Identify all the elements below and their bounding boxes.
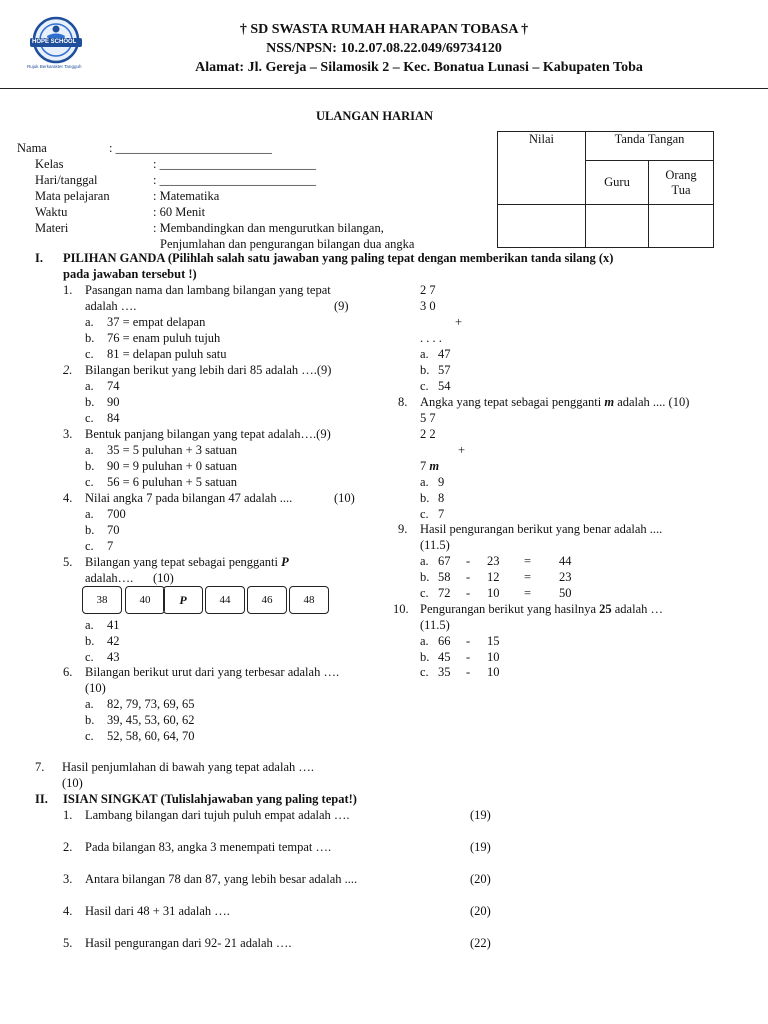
number-box-5: 46 xyxy=(247,586,287,614)
q9-a-minuend[interactable]: 67 xyxy=(438,554,451,568)
tua-label: Tua xyxy=(671,182,691,197)
q3-option-b-label: b. xyxy=(85,459,95,473)
number-box-p: P xyxy=(163,586,203,614)
q10-text xyxy=(420,602,663,617)
q6-number: 6. xyxy=(63,665,73,679)
q9-option-a-label: a. xyxy=(420,554,429,568)
q1-option-c-label: c. xyxy=(85,347,94,361)
q5-variable: P xyxy=(281,555,289,569)
q10-number: 10. xyxy=(393,602,409,616)
isian-4-text: Hasil dari 48 + 31 adalah …. xyxy=(85,904,230,918)
isian-5-text: Hasil pengurangan dari 92- 21 adalah …. xyxy=(85,936,292,950)
q9-b-result[interactable]: 23 xyxy=(559,570,572,584)
q2-option-a[interactable]: 74 xyxy=(107,379,120,393)
q9-a-result[interactable]: 44 xyxy=(559,554,572,568)
identity-label-waktu: Waktu xyxy=(35,205,68,219)
q2-option-a-label: a. xyxy=(85,379,94,393)
q6-option-a[interactable]: 82, 79, 73, 69, 65 xyxy=(107,697,195,711)
q9-b-minuend[interactable]: 58 xyxy=(438,570,451,584)
q1-text: Pasangan nama dan lambang bilangan yang tepat xyxy=(85,283,331,297)
q8-addend-1: 5 7 xyxy=(420,411,436,425)
identity-value-hari: : _________________________ xyxy=(153,173,316,187)
q7-addend-2: 3 0 xyxy=(420,299,436,313)
q7-number: 7. xyxy=(35,760,45,774)
q9-b-subtrahend[interactable]: 12 xyxy=(487,570,500,584)
guru-signature-cell[interactable] xyxy=(586,205,649,248)
isian-1-number: 1. xyxy=(63,808,73,822)
q7-option-a[interactable]: 47 xyxy=(438,347,451,361)
q5-text xyxy=(85,555,289,570)
identity-label-hari: Hari/tanggal xyxy=(35,173,98,187)
section2-number: II. xyxy=(35,792,48,806)
q10-b-subtrahend[interactable]: 10 xyxy=(487,650,500,664)
q8-number: 8. xyxy=(398,395,408,409)
isian-5-score: (22) xyxy=(470,936,491,950)
q9-c-minuend[interactable]: 72 xyxy=(438,586,451,600)
q7-option-b[interactable]: 57 xyxy=(438,363,451,377)
identity-value-nama: : _________________________ xyxy=(109,141,272,155)
identity-value-materi-2: Penjumlahan dan pengurangan bilangan dua angka xyxy=(160,237,415,251)
isian-1-text: Lambang bilangan dari tujuh puluh empat adalah …. xyxy=(85,808,350,822)
q8-text-main: Angka yang tepat sebagai pengganti xyxy=(420,395,602,409)
section1-title-2: pada jawaban tersebut !) xyxy=(63,267,197,281)
isian-4-score: (20) xyxy=(470,904,491,918)
q8-option-c[interactable]: 7 xyxy=(438,507,445,521)
q10-text-rest: adalah … xyxy=(614,602,663,616)
logo-text: HOPE SCHOOL xyxy=(32,39,77,45)
q3-number: 3. xyxy=(63,427,73,441)
q10-option-b-label: b. xyxy=(420,650,430,664)
q10-a-subtrahend[interactable]: 15 xyxy=(487,634,500,648)
section1-number: I. xyxy=(35,251,43,265)
tanda-tangan-header: Tanda Tangan xyxy=(586,132,714,161)
q4-option-c-label: c. xyxy=(85,539,94,553)
q8-result-number: 7 xyxy=(420,459,427,473)
q3-option-a[interactable]: 35 = 5 puluhan + 3 satuan xyxy=(107,443,238,457)
q9-c-result[interactable]: 50 xyxy=(559,586,572,600)
identity-value-mapel: : Matematika xyxy=(153,189,220,203)
identity-label-kelas: Kelas xyxy=(35,157,64,171)
q5-score: (10) xyxy=(153,571,174,585)
signature-table xyxy=(497,131,714,248)
q9-b-minus: - xyxy=(466,570,471,584)
q7-text: Hasil penjumlahan di bawah yang tepat adalah …. xyxy=(62,760,315,774)
orang-tua-header xyxy=(649,161,714,205)
q4-option-a-label: a. xyxy=(85,507,94,521)
q9-a-minus: - xyxy=(466,554,471,568)
identity-label-nama: Nama xyxy=(17,141,47,155)
q8-addend-2: 2 2 xyxy=(420,427,436,441)
isian-3-number: 3. xyxy=(63,872,73,886)
q5-option-c[interactable]: 43 xyxy=(107,650,120,664)
q7-option-c[interactable]: 54 xyxy=(438,379,451,393)
q6-option-c-label: c. xyxy=(85,729,94,743)
q10-c-minus: - xyxy=(466,665,471,679)
q2-text: Bilangan berikut yang lebih dari 85 adalah ….(9) xyxy=(85,363,332,377)
q9-a-subtrahend[interactable]: 23 xyxy=(487,554,500,568)
q8-text xyxy=(420,395,689,410)
identity-value-materi: : Membandingkan dan mengurutkan bilangan, xyxy=(153,221,384,235)
q7-result-dots: . . . . xyxy=(420,331,442,345)
q3-option-a-label: a. xyxy=(85,443,94,457)
q9-c-equals: = xyxy=(524,586,532,600)
q8-option-a[interactable]: 9 xyxy=(438,475,445,489)
q4-number: 4. xyxy=(63,491,73,505)
q10-c-subtrahend[interactable]: 10 xyxy=(487,665,500,679)
number-box-4: 44 xyxy=(205,586,245,614)
q1-option-c[interactable]: 81 = delapan puluh satu xyxy=(107,347,227,361)
q2-option-c[interactable]: 84 xyxy=(107,411,120,425)
isian-3-score: (20) xyxy=(470,872,491,886)
section2-title: ISIAN SINGKAT (Tulislahjawaban yang paling tepat!) xyxy=(63,792,357,806)
q9-score: (11.5) xyxy=(420,538,450,552)
q7-option-b-label: b. xyxy=(420,363,430,377)
q7-option-c-label: c. xyxy=(420,379,429,393)
q5-option-c-label: c. xyxy=(85,650,94,664)
q6-option-c[interactable]: 52, 58, 60, 64, 70 xyxy=(107,729,195,743)
q8-option-a-label: a. xyxy=(420,475,429,489)
q8-variable: m xyxy=(604,395,615,409)
q7-plus-sign: + xyxy=(455,315,463,329)
q10-option-c-label: c. xyxy=(420,665,429,679)
q7-score: (10) xyxy=(62,776,83,790)
identity-value-kelas: : _________________________ xyxy=(153,157,316,171)
orang-tua-signature-cell[interactable] xyxy=(649,205,714,248)
q6-option-b[interactable]: 39, 45, 53, 60, 62 xyxy=(107,713,195,727)
identity-label-mapel: Mata pelajaran xyxy=(35,189,110,203)
q4-option-c[interactable]: 7 xyxy=(107,539,114,553)
q8-text-rest: adalah .... (10) xyxy=(617,395,690,409)
number-box-1: 38 xyxy=(82,586,122,614)
q5-option-b-label: b. xyxy=(85,634,95,648)
nilai-cell[interactable] xyxy=(498,205,586,248)
school-npsn: NSS/NPSN: 10.2.07.08.22.049/69734120 xyxy=(266,41,502,56)
q4-option-b[interactable]: 70 xyxy=(107,523,120,537)
q1-score: (9) xyxy=(334,299,349,313)
q2-option-b-label: b. xyxy=(85,395,95,409)
q6-text: Bilangan berikut urut dari yang terbesar adalah …. xyxy=(85,665,340,679)
q5-text-2: adalah…. xyxy=(85,571,134,585)
identity-label-materi: Materi xyxy=(35,221,69,235)
q9-a-equals: = xyxy=(524,554,532,568)
identity-value-waktu: : 60 Menit xyxy=(153,205,206,219)
isian-4-number: 4. xyxy=(63,904,73,918)
q10-c-minuend[interactable]: 35 xyxy=(438,665,451,679)
isian-3-text: Antara bilangan 78 dan 87, yang lebih besar adalah .... xyxy=(85,872,358,886)
q5-option-b[interactable]: 42 xyxy=(107,634,120,648)
header-rule xyxy=(0,88,768,89)
q10-score: (11.5) xyxy=(420,618,450,632)
q8-option-b[interactable]: 8 xyxy=(438,491,445,505)
q10-b-minuend[interactable]: 45 xyxy=(438,650,451,664)
q9-option-b-label: b. xyxy=(420,570,430,584)
q8-plus-sign: + xyxy=(458,443,466,457)
school-name: † SD SWASTA RUMAH HARAPAN TOBASA † xyxy=(239,22,529,37)
q6-score: (10) xyxy=(85,681,106,695)
q8-result-variable: m xyxy=(429,459,440,473)
q9-number: 9. xyxy=(398,522,408,536)
number-box-6: 48 xyxy=(289,586,329,614)
q2-option-c-label: c. xyxy=(85,411,94,425)
q10-text-main: Pengurangan berikut yang hasilnya xyxy=(420,602,596,616)
q3-option-b[interactable]: 90 = 9 puluhan + 0 satuan xyxy=(107,459,238,473)
q5-number: 5. xyxy=(63,555,73,569)
section1-title: PILIHAN GANDA (Pilihlah salah satu jawaban yang paling tepat dengan memberikan tanda silang (x) xyxy=(63,251,614,265)
q7-addend-1: 2 7 xyxy=(420,283,436,297)
q6-option-a-label: a. xyxy=(85,697,94,711)
q4-text: Nilai angka 7 pada bilangan 47 adalah .... xyxy=(85,491,293,505)
q8-option-c-label: c. xyxy=(420,507,429,521)
q1-option-a-label: a. xyxy=(85,315,94,329)
isian-5-number: 5. xyxy=(63,936,73,950)
q2-option-b[interactable]: 90 xyxy=(107,395,120,409)
q9-c-minus: - xyxy=(466,586,471,600)
q10-option-a-label: a. xyxy=(420,634,429,648)
q9-b-equals: = xyxy=(524,570,532,584)
q5-option-a[interactable]: 41 xyxy=(107,618,120,632)
q4-option-b-label: b. xyxy=(85,523,95,537)
q4-score: (10) xyxy=(334,491,355,505)
q1-number: 1. xyxy=(63,283,73,297)
q10-target-number: 25 xyxy=(599,602,612,616)
q7-option-a-label: a. xyxy=(420,347,429,361)
isian-2-text: Pada bilangan 83, angka 3 menempati tempat …. xyxy=(85,840,332,854)
q6-option-b-label: b. xyxy=(85,713,95,727)
q8-option-b-label: b. xyxy=(420,491,430,505)
q5-option-a-label: a. xyxy=(85,618,94,632)
logo-tagline: Rujuk Berkarakter Tangguh xyxy=(27,64,82,69)
q10-a-minus: - xyxy=(466,634,471,648)
q1-option-b-label: b. xyxy=(85,331,95,345)
q4-option-a[interactable]: 700 xyxy=(107,507,126,521)
school-address: Alamat: Jl. Gereja – Silamosik 2 – Kec. Bonatua Lunasi – Kabupaten Toba xyxy=(195,60,643,75)
q9-c-subtrahend[interactable]: 10 xyxy=(487,586,500,600)
page-title: ULANGAN HARIAN xyxy=(316,109,434,123)
isian-2-number: 2. xyxy=(63,840,73,854)
q9-text: Hasil pengurangan berikut yang benar adalah .... xyxy=(420,522,663,536)
orang-label: Orang xyxy=(665,167,697,182)
q9-option-c-label: c. xyxy=(420,586,429,600)
isian-1-score: (19) xyxy=(470,808,491,822)
number-box-2: 40 xyxy=(125,586,165,614)
q1-option-a[interactable]: 37 = empat delapan xyxy=(107,315,206,329)
q10-a-minuend[interactable]: 66 xyxy=(438,634,451,648)
q5-text-main: Bilangan yang tepat sebagai pengganti xyxy=(85,555,278,569)
q1-text-2: adalah …. xyxy=(85,299,137,313)
q3-text: Bentuk panjang bilangan yang tepat adalah….(9) xyxy=(85,427,331,441)
isian-2-score: (19) xyxy=(470,840,491,854)
guru-header: Guru xyxy=(586,161,649,205)
q1-option-b[interactable]: 76 = enam puluh tujuh xyxy=(107,331,221,345)
q3-option-c[interactable]: 56 = 6 puluhan + 5 satuan xyxy=(107,475,238,489)
q10-b-minus: - xyxy=(466,650,471,664)
q8-result xyxy=(420,459,439,474)
nilai-header: Nilai xyxy=(498,132,586,205)
q2-number: 2. xyxy=(63,363,73,377)
q3-option-c-label: c. xyxy=(85,475,94,489)
